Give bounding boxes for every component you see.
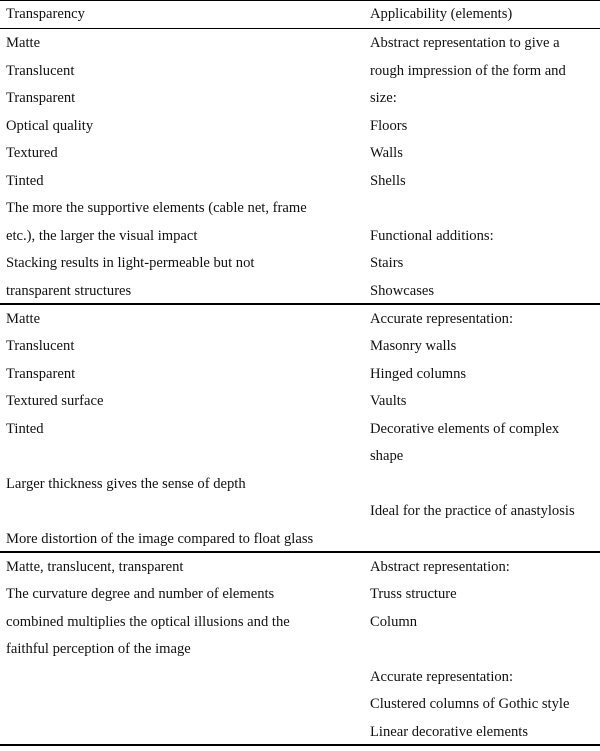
applicability-cell: Clustered columns of Gothic style <box>370 696 570 712</box>
transparency-cell: Stacking results in light-permeable but not <box>6 255 255 271</box>
header-transparency: Transparency <box>6 6 85 22</box>
applicability-cell: Abstract representation to give a <box>370 35 560 51</box>
applicability-cell: Hinged columns <box>370 366 467 382</box>
applicability-cell: Shells <box>370 173 406 189</box>
header-rule <box>0 28 600 29</box>
transparency-cell: Tinted <box>6 173 44 189</box>
transparency-cell: The more the supportive elements (cable net, frame <box>6 200 307 216</box>
group-divider-rule <box>0 303 600 305</box>
applicability-cell: Accurate representation: <box>370 669 514 685</box>
header-applicability: Applicability (elements) <box>370 6 513 22</box>
transparency-cell: Matte <box>6 311 41 327</box>
applicability-cell: Truss structure <box>370 586 457 602</box>
transparency-cell: Textured surface <box>6 393 104 409</box>
applicability-cell: Walls <box>370 145 403 161</box>
applicability-cell: size: <box>370 90 397 106</box>
transparency-cell: Translucent <box>6 63 75 79</box>
transparency-cell: Tinted <box>6 421 44 437</box>
transparency-cell: Matte <box>6 35 41 51</box>
applicability-cell: Functional additions: <box>370 228 494 244</box>
transparency-cell: transparent structures <box>6 283 132 299</box>
table-bottom-rule <box>0 744 600 746</box>
transparency-cell: Matte, translucent, transparent <box>6 559 184 575</box>
applicability-cell: Ideal for the practice of anastylosis <box>370 503 575 519</box>
transparency-cell: Textured <box>6 145 58 161</box>
transparency-cell: Translucent <box>6 338 75 354</box>
transparency-cell: faithful perception of the image <box>6 641 191 657</box>
applicability-cell: Accurate representation: <box>370 311 514 327</box>
transparency-cell: The curvature degree and number of elements <box>6 586 275 602</box>
transparency-cell: Larger thickness gives the sense of depth <box>6 476 246 492</box>
applicability-cell: Masonry walls <box>370 338 457 354</box>
applicability-cell: Floors <box>370 118 408 134</box>
applicability-cell: Stairs <box>370 255 404 271</box>
applicability-cell: Vaults <box>370 393 407 409</box>
applicability-cell: Linear decorative elements <box>370 724 529 740</box>
applicability-cell: rough impression of the form and <box>370 63 566 79</box>
transparency-cell: Transparent <box>6 90 76 106</box>
applicability-cell: Showcases <box>370 283 435 299</box>
transparency-cell: combined multiplies the optical illusions and the <box>6 614 290 630</box>
applicability-cell: Column <box>370 614 418 630</box>
applicability-cell: shape <box>370 448 404 464</box>
transparency-cell: More distortion of the image compared to float glass <box>6 531 314 547</box>
transparency-cell: Optical quality <box>6 118 94 134</box>
transparency-cell: Transparent <box>6 366 76 382</box>
applicability-cell: Abstract representation: <box>370 559 510 575</box>
group-divider-rule <box>0 551 600 553</box>
transparency-cell: etc.), the larger the visual impact <box>6 228 198 244</box>
applicability-cell: Decorative elements of complex <box>370 421 560 437</box>
